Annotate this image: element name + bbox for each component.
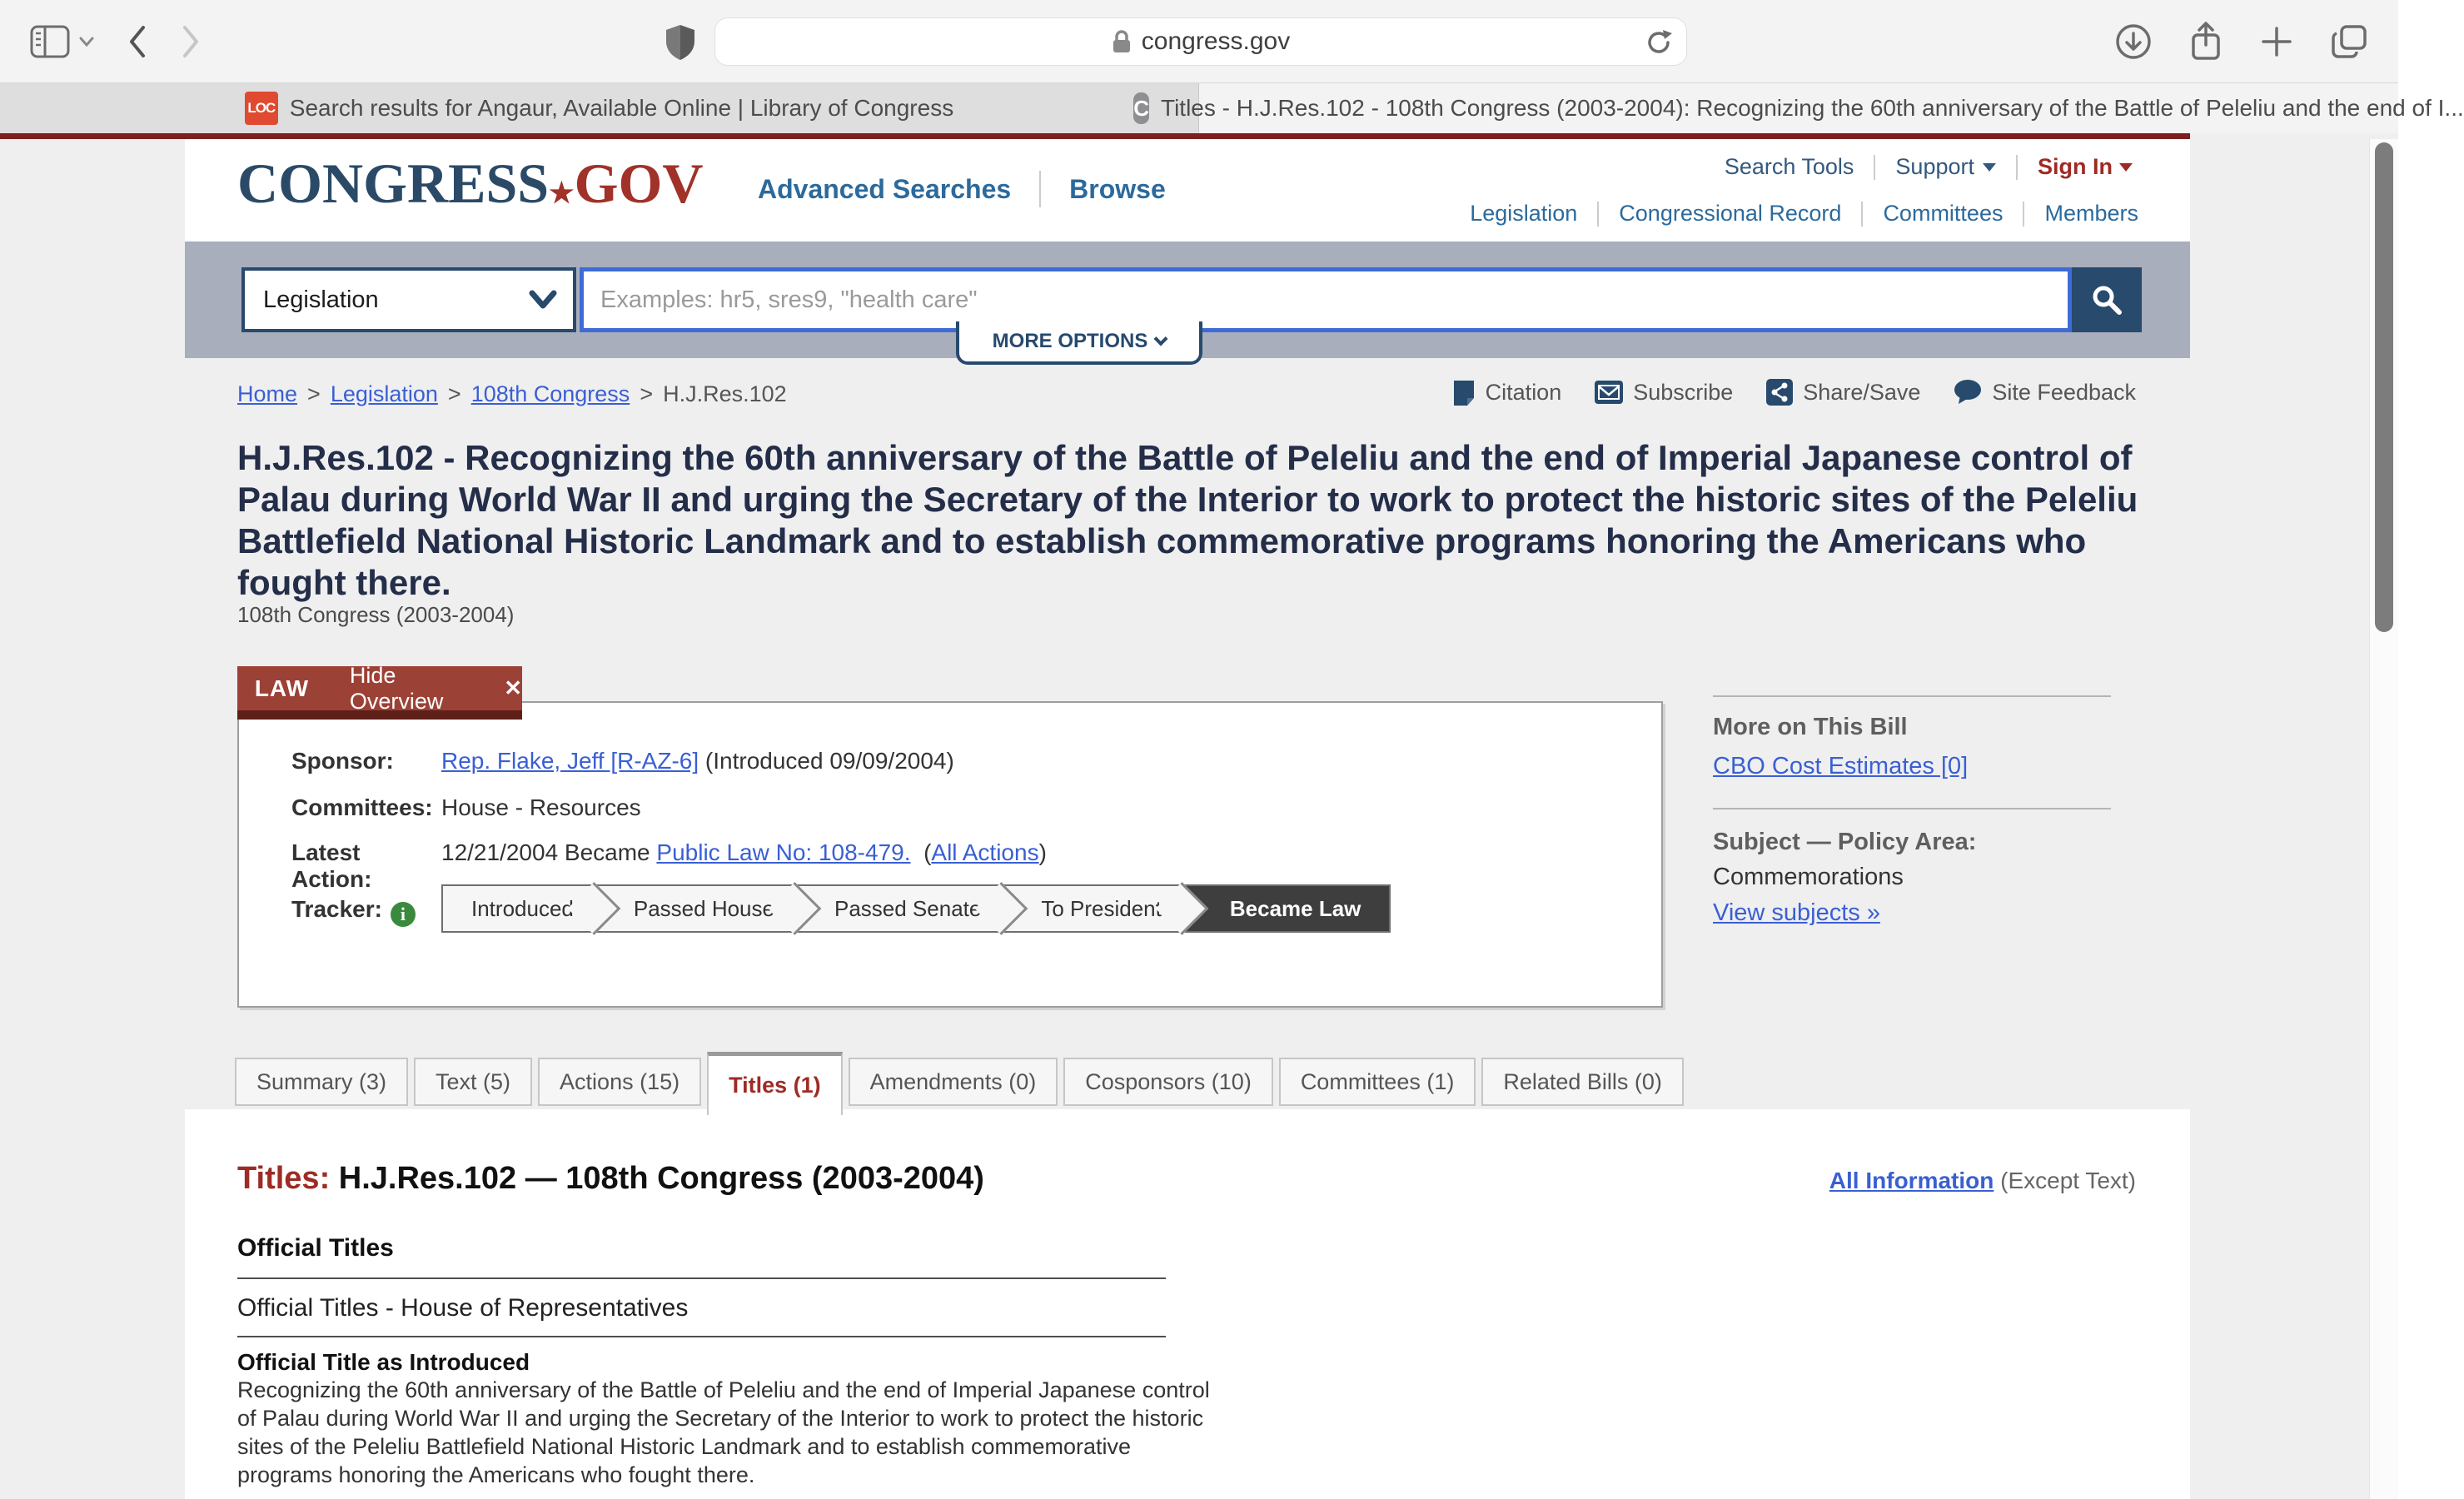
logo-text-gov: GOV — [574, 152, 704, 215]
tab-amendments[interactable]: Amendments (0) — [849, 1058, 1058, 1106]
nav-support[interactable]: Support — [1895, 154, 1996, 180]
site-feedback-link[interactable]: Site Feedback — [1954, 379, 2136, 406]
close-icon: ✕ — [504, 675, 522, 700]
cbo-estimates-link[interactable]: CBO Cost Estimates [0] — [1713, 753, 1969, 779]
citation-icon — [1452, 379, 1476, 406]
share-nodes-icon — [1766, 379, 1793, 406]
search-scope-select[interactable] — [241, 267, 576, 332]
secondary-nav — [1470, 201, 2138, 227]
tab-text[interactable]: Text (5) — [414, 1058, 532, 1106]
tab-summary[interactable]: Summary (3) — [235, 1058, 408, 1106]
page-top-border — [0, 133, 2190, 139]
share-icon[interactable] — [2188, 22, 2223, 62]
divider — [1597, 202, 1599, 227]
sponsor-link[interactable]: Rep. Flake, Jeff [R-AZ-6] — [441, 748, 699, 774]
latest-action-value: 12/21/2004 Became Public Law No: 108-479. (All Actions) — [441, 839, 1047, 865]
back-icon[interactable] — [127, 24, 148, 59]
chevron-down-icon — [2119, 163, 2133, 172]
breadcrumb — [237, 381, 787, 407]
more-on-bill-heading: More on This Bill — [1713, 714, 1908, 740]
breadcrumb-home[interactable]: Home — [237, 381, 298, 406]
divider — [2016, 155, 2018, 180]
url-text: congress.gov — [1141, 27, 1291, 55]
search-icon — [2090, 283, 2123, 316]
sign-in-button[interactable]: Sign In — [2038, 154, 2133, 180]
congress-logo[interactable] — [237, 151, 704, 217]
sponsor-row — [239, 748, 1661, 774]
breadcrumb-separator: > — [307, 381, 321, 406]
breadcrumb-separator: > — [447, 381, 461, 406]
divider — [2023, 202, 2024, 227]
tracker-row — [239, 896, 1661, 927]
divider — [1861, 202, 1863, 227]
nav-members[interactable]: Members — [2044, 201, 2138, 226]
subscribe-link[interactable]: Subscribe — [1595, 380, 1733, 406]
breadcrumb-separator: > — [640, 381, 654, 406]
bill-congress-line: 108th Congress (2003-2004) — [237, 602, 515, 627]
house-titles-heading: Official Titles - House of Representatives — [237, 1294, 689, 1322]
breadcrumb-legislation[interactable]: Legislation — [330, 381, 438, 406]
tab-committees[interactable]: Committees (1) — [1279, 1058, 1476, 1106]
browser-tab-label: Search results for Angaur, Available Online | Library of Congress — [289, 95, 954, 121]
speech-bubble-icon — [1954, 379, 1982, 406]
search-band — [185, 242, 2190, 358]
tab-titles[interactable]: Titles (1) — [707, 1052, 843, 1115]
tracker-step-passed-senate: Passed Senate — [796, 886, 1003, 931]
law-badge: LAW — [254, 675, 310, 701]
all-information: All Information (Except Text) — [1829, 1168, 2136, 1193]
nav-advanced-searches[interactable]: Advanced Searches — [758, 173, 1012, 204]
all-information-link[interactable]: All Information — [1829, 1168, 1994, 1193]
subject-value: Commemorations — [1713, 864, 1904, 890]
nav-committees[interactable]: Committees — [1883, 201, 2004, 226]
sidebar-toggle-icon[interactable] — [30, 24, 70, 59]
congress-page — [0, 139, 2369, 1499]
sponsor-value: Rep. Flake, Jeff [R-AZ-6] (Introduced 09/09/2004) — [441, 748, 954, 774]
browser-tab-loc[interactable] — [0, 83, 1199, 133]
chevron-down-icon — [1983, 163, 1996, 172]
envelope-icon — [1595, 381, 1623, 404]
bill-progress-tracker — [441, 884, 1391, 933]
reload-icon[interactable] — [1645, 27, 1673, 57]
utility-nav — [1725, 154, 2133, 180]
browser-tab-congress[interactable] — [1133, 83, 2464, 133]
browser-toolbar — [0, 0, 2398, 83]
official-title-text: Recognizing the 60th anniversary of the Battle of Peleliu and the end of Imperial Japanese control of Palau during World War II and urging the Secretary of the Interior to work to protect the historic sites of the Peleliu Battlefield National Historic Landmark and to establish commemorative programs honoring the Americans who fought there. — [237, 1377, 1210, 1487]
share-save-link[interactable]: Share/Save — [1766, 379, 1920, 406]
official-titles-heading: Official Titles — [237, 1234, 394, 1262]
divider — [1713, 695, 2111, 697]
site-header — [185, 139, 2190, 242]
all-actions-link[interactable]: All Actions — [931, 839, 1039, 865]
titles-heading: Titles: H.J.Res.102 — 108th Congress (2003-2004) — [237, 1161, 984, 1196]
tracker-label: Tracker: i — [291, 896, 441, 927]
search-input[interactable] — [580, 267, 2072, 332]
tab-cosponsors[interactable]: Cosponsors (10) — [1063, 1058, 1273, 1106]
committees-label: Committees: — [291, 794, 433, 820]
tab-overview-icon[interactable] — [2330, 23, 2368, 60]
tab-actions[interactable]: Actions (15) — [538, 1058, 701, 1106]
browser-tab-bar — [0, 83, 2464, 133]
chevron-down-icon — [1154, 332, 1168, 346]
divider — [1713, 808, 2111, 809]
search-scope-value: Legislation — [263, 286, 379, 313]
divider — [237, 1277, 1166, 1279]
committees-value: House - Resources — [441, 794, 641, 820]
new-tab-icon[interactable] — [2260, 25, 2293, 58]
page-actions — [1452, 379, 2136, 406]
tracker-step-passed-house: Passed House — [595, 886, 796, 931]
view-subjects-link[interactable]: View subjects » — [1713, 899, 1880, 926]
latest-action-label: Latest Action: — [291, 839, 372, 892]
tracker-step-to-president: To President — [1003, 886, 1183, 931]
select-chevron-icon — [530, 291, 556, 309]
scrollbar-track[interactable] — [2369, 139, 2398, 1499]
divider — [1874, 155, 1875, 180]
divider — [1039, 171, 1041, 207]
committees-row — [239, 794, 1661, 821]
breadcrumb-current: H.J.Res.102 — [663, 381, 787, 406]
divider — [237, 1336, 1166, 1337]
more-options-button[interactable]: MORE OPTIONS — [956, 321, 1202, 365]
bill-tabs — [235, 1052, 1684, 1115]
title-as-introduced-heading: Official Title as Introduced — [237, 1349, 530, 1375]
sidebar-chevron-icon[interactable] — [78, 36, 95, 47]
titles-label: Titles: — [237, 1161, 331, 1196]
loc-favicon-icon: LOC — [245, 92, 278, 125]
primary-nav — [758, 171, 1166, 207]
public-law-link[interactable]: Public Law No: 108-479. — [656, 839, 911, 865]
bill-overview-box — [237, 701, 1663, 1008]
star-icon: ★ — [549, 178, 575, 209]
url-bar[interactable] — [714, 17, 1687, 66]
nav-browse[interactable]: Browse — [1069, 173, 1166, 204]
hide-overview-button[interactable]: Hide Overview ✕ — [349, 662, 522, 714]
bill-status-header — [237, 662, 522, 720]
citation-link[interactable]: Citation — [1452, 379, 1562, 406]
tab-related-bills[interactable]: Related Bills (0) — [1481, 1058, 1684, 1106]
congress-favicon-icon: C — [1133, 92, 1149, 124]
nav-legislation[interactable]: Legislation — [1470, 201, 1578, 226]
tracker-step-introduced: Introduced — [443, 886, 595, 931]
downloads-icon[interactable] — [2115, 23, 2152, 60]
forward-icon[interactable] — [180, 24, 202, 59]
scrollbar-thumb[interactable] — [2375, 142, 2393, 632]
lock-icon — [1112, 29, 1132, 54]
privacy-shield-icon[interactable] — [663, 23, 698, 62]
search-button[interactable] — [2072, 267, 2142, 332]
browser-tab-label: Titles - H.J.Res.102 - 108th Congress (2003-2004): Recognizing the 60th anniversary of the Battle of Peleliu and the end of I... — [1161, 95, 2464, 121]
nav-congressional-record[interactable]: Congressional Record — [1619, 201, 1842, 226]
breadcrumb-congress[interactable]: 108th Congress — [470, 381, 630, 406]
logo-text-congress: CONGRESS — [237, 152, 550, 215]
info-icon[interactable]: i — [391, 902, 416, 927]
nav-search-tools[interactable]: Search Tools — [1724, 154, 1854, 179]
tracker-step-became-law: Became Law — [1183, 886, 1390, 931]
subject-heading: Subject — Policy Area: — [1713, 829, 1977, 855]
bill-title: H.J.Res.102 - Recognizing the 60th anniversary of the Battle of Peleliu and the end of Imperial Japanese control of Palau during World War II and urging the Secretary of the Interior to work to protect the historic sites of the Peleliu Battlefield National Historic Landmark and to establish commemorative programs honoring the Americans who fought there. — [237, 438, 2138, 602]
sponsor-label: Sponsor: — [291, 748, 394, 774]
titles-panel — [185, 1109, 2190, 1499]
